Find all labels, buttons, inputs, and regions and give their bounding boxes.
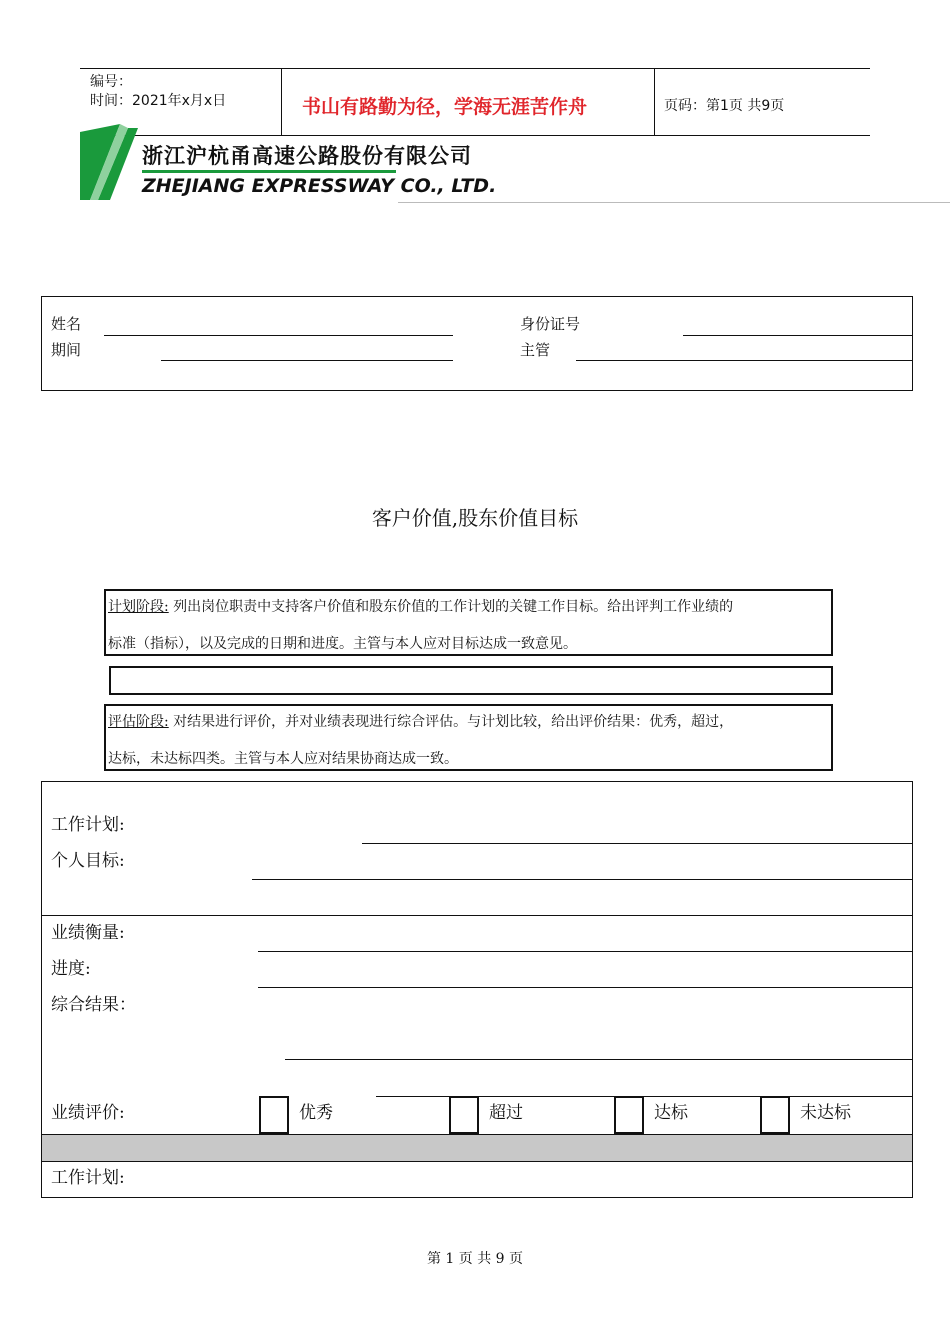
header-divider [281,68,282,135]
rating-label: 业绩评价: [51,1103,125,1123]
progress-field[interactable] [258,987,912,988]
page-info: 页码：第1页 共9页 [664,98,785,114]
footer-page-number: 第 1 页 共 9 页 [426,1251,524,1267]
motto: 书山有路勤为径，学海无涯苦作舟 [302,96,588,118]
logo-green-bar [142,170,396,173]
plan-note-line2: 标准（指标），以及完成的日期和进度。主管与本人应对目标达成一致意见。 [108,636,577,652]
period-label: 期间 [51,341,82,359]
measure-label: 业绩衡量: [51,923,125,943]
exceed-option-label: 超过 [489,1103,523,1123]
progress-label: 进度: [51,959,91,979]
measure-field[interactable] [258,951,912,952]
date-label: 时间：2021年x月x日 [90,93,227,109]
header-bottom-rule [80,135,870,136]
logo-rule [398,202,950,203]
below-option-label: 未达标 [800,1103,851,1123]
supervisor-field[interactable] [576,360,912,361]
result-label: 综合结果： [51,995,136,1015]
work-plan-label: 工作计划: [51,815,125,835]
eval-note-line1 [108,711,733,731]
meet-option-label: 达标 [654,1103,688,1123]
info-form [41,296,913,391]
section-title: 客户价值,股东价值目标 [371,506,579,530]
eval-note-text: 对结果进行评价，并对业绩表现进行综合评估。与计划比较，给出评价结果：优秀，超过， [168,714,734,730]
work-plan-field-2[interactable] [362,1197,912,1198]
excellent-option-label: 优秀 [299,1103,333,1123]
header-top-rule [80,68,870,69]
meet-checkbox[interactable] [614,1096,644,1134]
personal-goal-field[interactable] [252,879,912,880]
expressway-road-icon [80,124,138,200]
code-label: 编号： [90,74,132,90]
logo-cn-name: 浙江沪杭甬高速公路股份有限公司 [142,144,472,168]
plan-note-line1 [108,596,733,616]
plan-note-text: 列出岗位职责中支持客户价值和股东价值的工作计划的关键工作目标。给出评判工作业绩的 [168,599,734,615]
plan-note-tag: 计划阶段: [108,599,169,615]
personal-goal-label: 个人目标: [51,851,125,871]
eval-note-line2: 达标，未达标四类。主管与本人应对结果协商达成一致。 [108,751,458,767]
section-rule [41,915,913,916]
below-checkbox[interactable] [760,1096,790,1134]
eval-note-tag: 评估阶段: [108,714,169,730]
period-field[interactable] [161,360,453,361]
grey-separator [42,1134,912,1162]
excellent-checkbox[interactable] [259,1096,289,1134]
name-field[interactable] [104,335,453,336]
work-plan-field[interactable] [362,843,912,844]
supervisor-label: 主管 [520,341,551,359]
blank-bar [109,666,833,695]
header-divider [654,68,655,135]
logo-en-name: ZHEJIANG EXPRESSWAY CO., LTD. [142,175,497,197]
id-field[interactable] [683,335,912,336]
work-plan-label-2: 工作计划: [51,1168,125,1188]
result-field[interactable] [285,1059,912,1060]
id-label: 身份证号 [520,315,581,333]
name-label: 姓名 [51,315,82,333]
exceed-checkbox[interactable] [449,1096,479,1134]
